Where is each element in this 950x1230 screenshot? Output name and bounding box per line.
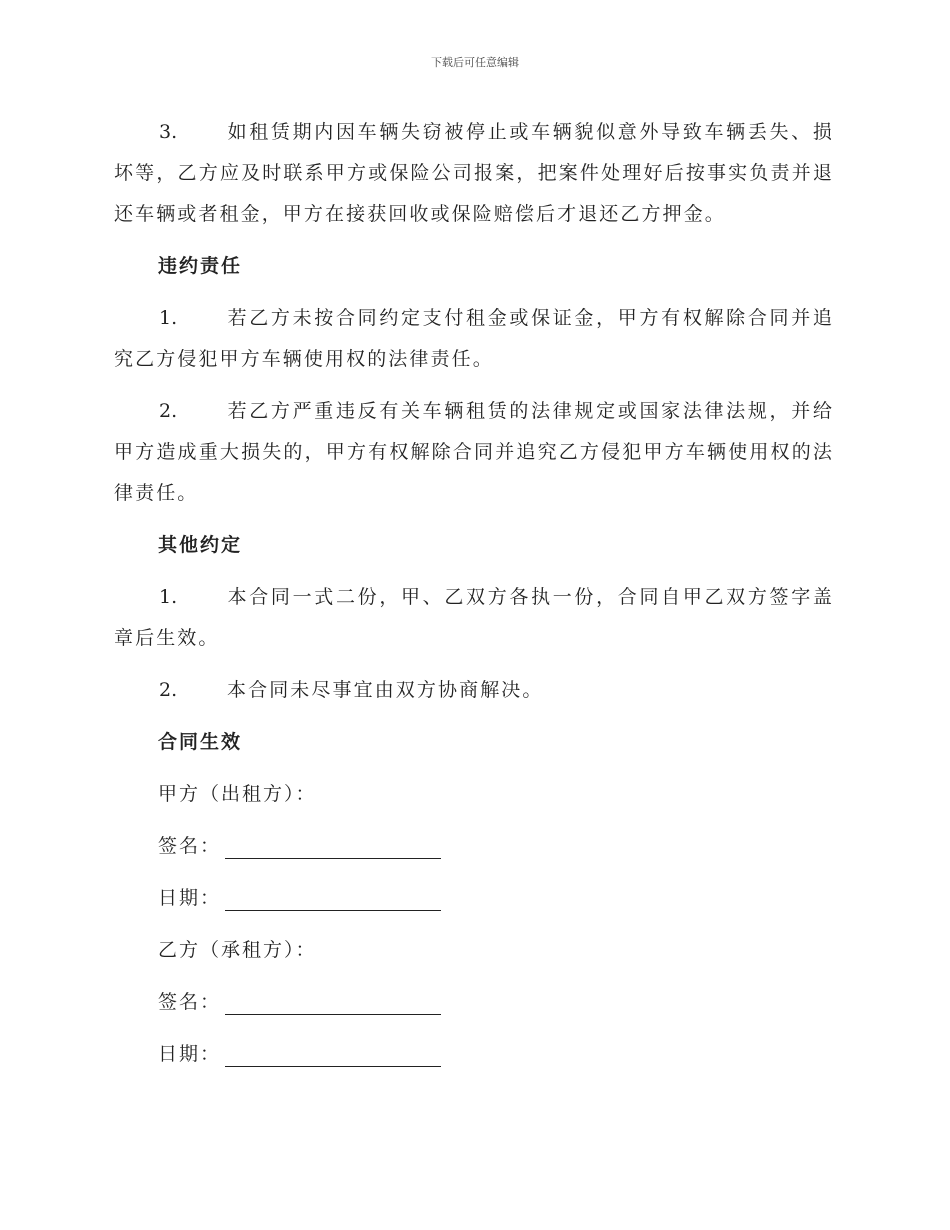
clause-3 xyxy=(114,112,834,235)
breach-clause-1 xyxy=(114,298,834,380)
section-title-other: 其他约定 xyxy=(158,534,243,556)
clause-text: 本合同一式二份，甲、乙双方各执一份，合同自甲乙双方签字盖章后生效。 xyxy=(114,586,834,649)
signature-blank[interactable] xyxy=(225,990,441,1015)
section-title-effect: 合同生效 xyxy=(158,731,243,753)
other-clause-1 xyxy=(114,577,834,659)
clause-number: 1. xyxy=(159,307,178,329)
signature-label: 签名： xyxy=(158,991,222,1013)
party-b-date-row xyxy=(114,1034,834,1075)
clause-text: 若乙方严重违反有关车辆租赁的法律规定或国家法律法规，并给甲方造成重大损失的，甲方有权解除合同并追究乙方侵犯甲方车辆使用权的法律责任。 xyxy=(114,400,834,504)
clause-number: 3. xyxy=(159,121,178,143)
clause-text: 如租赁期内因车辆失窃被停止或车辆貌似意外导致车辆丢失、损坏等，乙方应及时联系甲方或保险公司报案，把案件处理好后按事实负责并退还车辆或者租金，甲方在接获回收或保险赔偿后才退还乙方押金。 xyxy=(114,121,834,225)
breach-clause-2 xyxy=(114,391,834,514)
clause-number: 2. xyxy=(159,400,178,422)
clause-text: 若乙方未按合同约定支付租金或保证金，甲方有权解除合同并追究乙方侵犯甲方车辆使用权的法律责任。 xyxy=(114,307,834,370)
document-body xyxy=(114,112,834,1086)
signature-label: 签名： xyxy=(158,835,222,857)
party-a-label: 甲方（出租方）： xyxy=(158,783,317,805)
date-blank[interactable] xyxy=(225,1042,441,1067)
party-b-label: 乙方（承租方）： xyxy=(158,939,317,961)
party-a-signature-row xyxy=(114,826,834,867)
section-title-breach: 违约责任 xyxy=(158,255,243,277)
clause-number: 1. xyxy=(159,586,178,608)
other-clause-2 xyxy=(114,670,834,711)
party-a-date-row xyxy=(114,878,834,919)
clause-text: 本合同未尽事宜由双方协商解决。 xyxy=(227,679,544,701)
signature-blank[interactable] xyxy=(225,834,441,859)
date-blank[interactable] xyxy=(225,886,441,911)
date-label: 日期： xyxy=(158,1043,222,1065)
page-header: 下载后可任意编辑 xyxy=(431,56,519,69)
party-b-signature-row xyxy=(114,982,834,1023)
clause-number: 2. xyxy=(159,679,178,701)
date-label: 日期： xyxy=(158,887,222,909)
